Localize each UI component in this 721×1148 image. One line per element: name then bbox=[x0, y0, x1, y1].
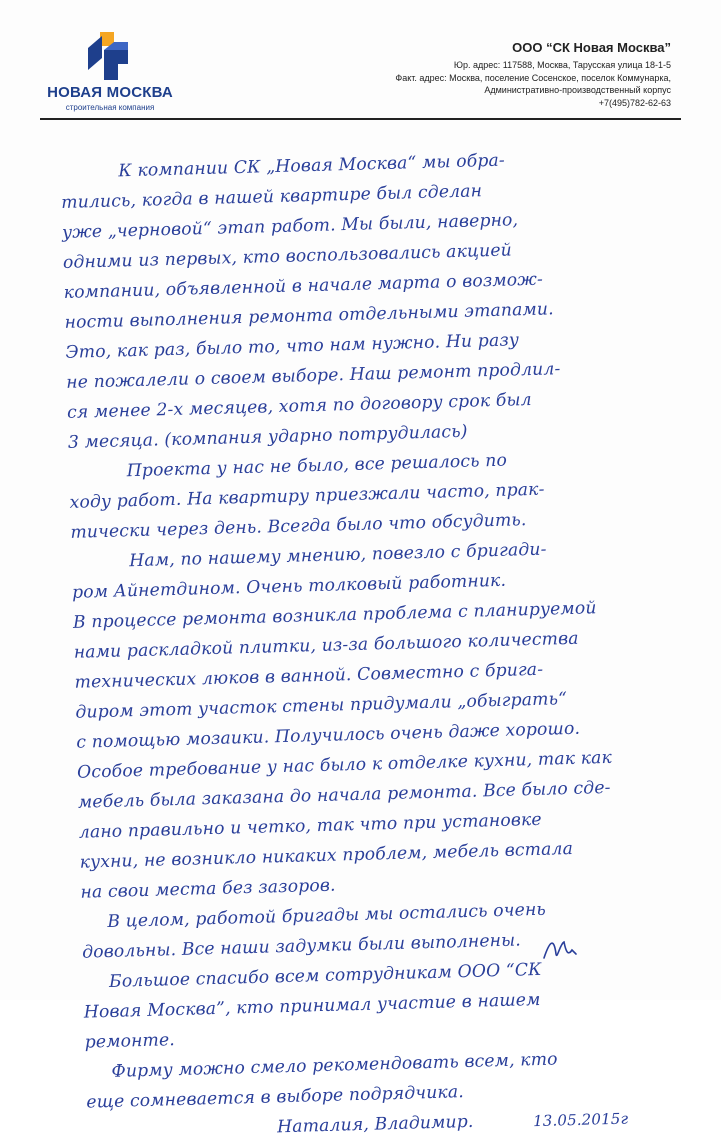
letter-line: ся менее 2-х месяцев, хотя по договору срок был bbox=[66, 389, 532, 423]
letter-line: мебель была заказана до начала ремонта. Все было сде- bbox=[77, 777, 611, 813]
letter-line: Особое требование у нас было к отделке кухни, так как bbox=[76, 747, 613, 783]
letter-line: одними из первых, кто воспользовались акцией bbox=[62, 240, 513, 273]
letter-line: тились, когда в нашей квартире был сделан bbox=[60, 181, 483, 213]
letter-line: К компании СК „Новая Москва“ мы обра- bbox=[118, 150, 506, 182]
letter-line: ности выполнения ремонта отдельными этапами. bbox=[64, 299, 555, 333]
handwritten-letter bbox=[60, 140, 717, 1147]
letter-line: с помощью мозаики. Получилось очень даже хорошо. bbox=[76, 718, 581, 753]
letter-line: кухни, не возникло никаких проблем, мебель встала bbox=[79, 838, 574, 873]
letter-line: не пожалели о своем выборе. Наш ремонт продлил- bbox=[66, 359, 561, 393]
letter-line: 3 месяца. (компания ударно потрудилась) bbox=[67, 421, 468, 453]
letter-date: 13.05.2015г bbox=[532, 1109, 629, 1131]
letter-line: ходу работ. На квартиру приезжали часто, прак- bbox=[69, 479, 545, 513]
letter-line: ремонте. bbox=[84, 1030, 176, 1053]
letter-line: лано правильно и четко, так что при установке bbox=[78, 809, 543, 843]
letter-line: довольны. Все наши задумки были выполнены. bbox=[81, 930, 522, 963]
letter-line: В целом, работой бригады мы остались очень bbox=[107, 899, 547, 932]
logo-tagline: строительная компания bbox=[65, 103, 155, 112]
actual-address-line-1: Факт. адрес: Москва, поселение Сосенское, поселок Коммунарка, bbox=[395, 72, 671, 83]
letter-line: Нам, по нашему мнению, повезло с бригади- bbox=[129, 539, 547, 572]
letter-line: технических люков в ванной. Совместно с брига- bbox=[74, 659, 544, 693]
letter-line: еще сомневается в выборе подрядчика. bbox=[86, 1082, 465, 1113]
letter-line: тически через день. Всегда было что обсудить. bbox=[70, 510, 527, 543]
signature-names: Наталия, Владимир. bbox=[276, 1111, 474, 1138]
handwritten-signature-icon bbox=[540, 934, 580, 964]
letter-line: В процессе ремонта возникла проблема с планируемой bbox=[72, 598, 597, 633]
logo-company-name: НОВАЯ МОСКВА bbox=[47, 84, 173, 101]
letter-line: уже „черновой“ этап работ. Мы были, наверно, bbox=[61, 210, 519, 243]
company-logo bbox=[40, 28, 180, 118]
company-name: ООО “СК Новая Москва” bbox=[512, 40, 671, 55]
letter-line: Новая Москва”, кто принимал участие в нашем bbox=[83, 989, 541, 1023]
letter-line: Фирму можно смело рекомендовать всем, кто bbox=[111, 1049, 558, 1082]
letter-line: Проекта у нас не было, все решалось по bbox=[126, 450, 508, 482]
letter-line: нами раскладкой плитки, из-за большого количества bbox=[73, 628, 579, 663]
company-details bbox=[311, 40, 671, 109]
legal-address: Юр. адрес: 117588, Москва, Тарусская улица 18-1-5 bbox=[453, 60, 671, 70]
letter-line: Это, как раз, было то, что нам нужно. Ни разу bbox=[65, 330, 520, 363]
header-divider bbox=[40, 118, 681, 120]
company-phone: +7(495)782-62-63 bbox=[598, 97, 671, 108]
letter-line: ром Айнетдином. Очень толковый работник. bbox=[71, 570, 507, 603]
letter-line: диром этот участок стены придумали „обыграть“ bbox=[75, 689, 568, 723]
letter-line: на свои места без зазоров. bbox=[80, 875, 336, 903]
letter-line: Большое спасибо всем сотрудникам ООО “СК bbox=[108, 959, 542, 992]
nm-logo-icon bbox=[84, 28, 132, 84]
actual-address-line-2: Административно-производственный корпус bbox=[484, 85, 671, 95]
letter-line: компании, объявленной в начале марта о возмож- bbox=[63, 269, 544, 303]
